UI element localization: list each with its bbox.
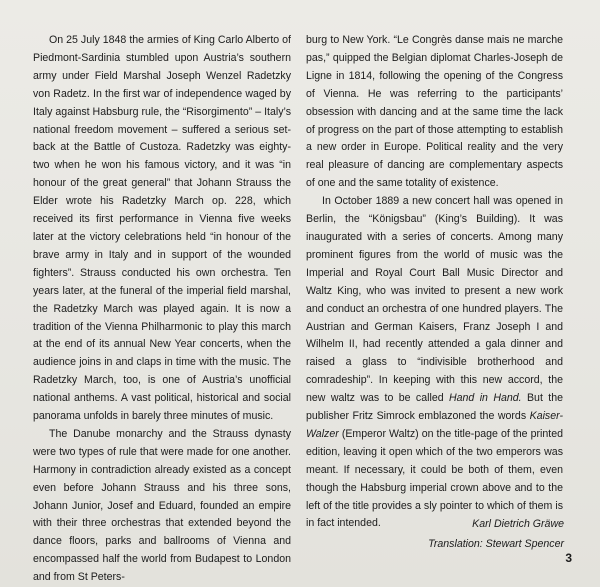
left-column: [33, 32, 291, 587]
title-kaiser-walzer: Kaiser-Walzer: [306, 410, 563, 440]
emperor-waltz-text-b: But the publisher Fritz Simrock emblazoned the words: [306, 392, 563, 423]
right-column: [306, 32, 563, 533]
paragraph-radetzky-march: On 25 July 1848 the armies of King Carlo Alberto of Piedmont-Sardinia stumbled upon Austria’s southern army under Field Marshal Joseph Wenzel Radetzky von Radetz. In the first war of independence waged by Italy against Habsburg rule, the “Risorgimento” – Italy’s national freedom movement – suffered a serious set-back at the Battle of Custoza. Radetzky was eighty-two when he won his famous victory, and it was “in honour of the great general” that Johann Strauss the Elder wrote his Radetzky March op. 228, which received its first performance in Vienna five weeks later at the victory celebrations held “in honour of the brave army in Italy and in support of the wounded fighters”. Strauss conducted his own orchestra. Ten years later, at the funeral of the imperial field marshal, the Radetzky March was played again. It is now a tradition of the Vienna Philharmonic to play this march at the end of its annual New Year concerts, when the audience joins in and claps in time with the music. The Radetzky March, too, is one of Austria’s unofficial national anthems. A vast political, historical and social panorama unfolds in barely three minutes of music.: [33, 34, 291, 423]
paragraph-emperor-waltz: [306, 193, 563, 533]
emperor-waltz-text-c: (Emperor Waltz) on the title-page of the printed edition, leaving it open which of the two emperors was meant. If necessary, it could be both of them, even though the Habsburg imperial crown above and to the left of the title provides a sly pointer to which of them is in fact intended.: [306, 427, 563, 530]
author-signature: Karl Dietrich Gräwe: [472, 518, 564, 530]
emperor-waltz-text-a: In October 1889 a new concert hall was opened in Berlin, the “Königsbau” (King’s Building). It was inaugurated with a series of concerts. Among many prominent figures from the world of music was the Imperial and Royal Court Ball Music Director and Waltz King, who was invited to present a new work and conduct an orchestra of one hundred players. The Austrian and German Kaisers, Franz Joseph I and Wilhelm II, had recently attended a gala dinner and raised a glass to “indivisible brotherhood and comradeship”. In keeping with this new accord, the new waltz was to be called: [306, 195, 563, 405]
title-hand-in-hand: Hand in Hand.: [449, 392, 522, 405]
translator-credit: Translation: Stewart Spencer: [428, 538, 564, 550]
page-number: 3: [565, 551, 572, 565]
paragraph-strauss-dynasty: The Danube monarchy and the Strauss dynasty were two types of rule that were made for one another. Harmony in contradiction already existed as a concept even before Johann Strauss and his three sons, Johann Junior, Josef and Eduard, founded an empire with their three orchestras that extended beyond the dance floors, parks and ballrooms of Vienna and encompassed half the world from Budapest to London and from St Peters-: [33, 427, 291, 584]
paragraph-congress-vienna: burg to New York. “Le Congrès danse mais ne marche pas,” quipped the Belgian diplomat Charles-Joseph de Ligne in 1814, following the opening of the Congress of Vienna. He was referring to the participants’ obsession with dancing and at the same time the lack of progress on the part of those attempting to establish a new order in Europe. Political reality and the very real pleasure of dancing are complementary aspects of one and the same totality of existence.: [306, 34, 563, 190]
